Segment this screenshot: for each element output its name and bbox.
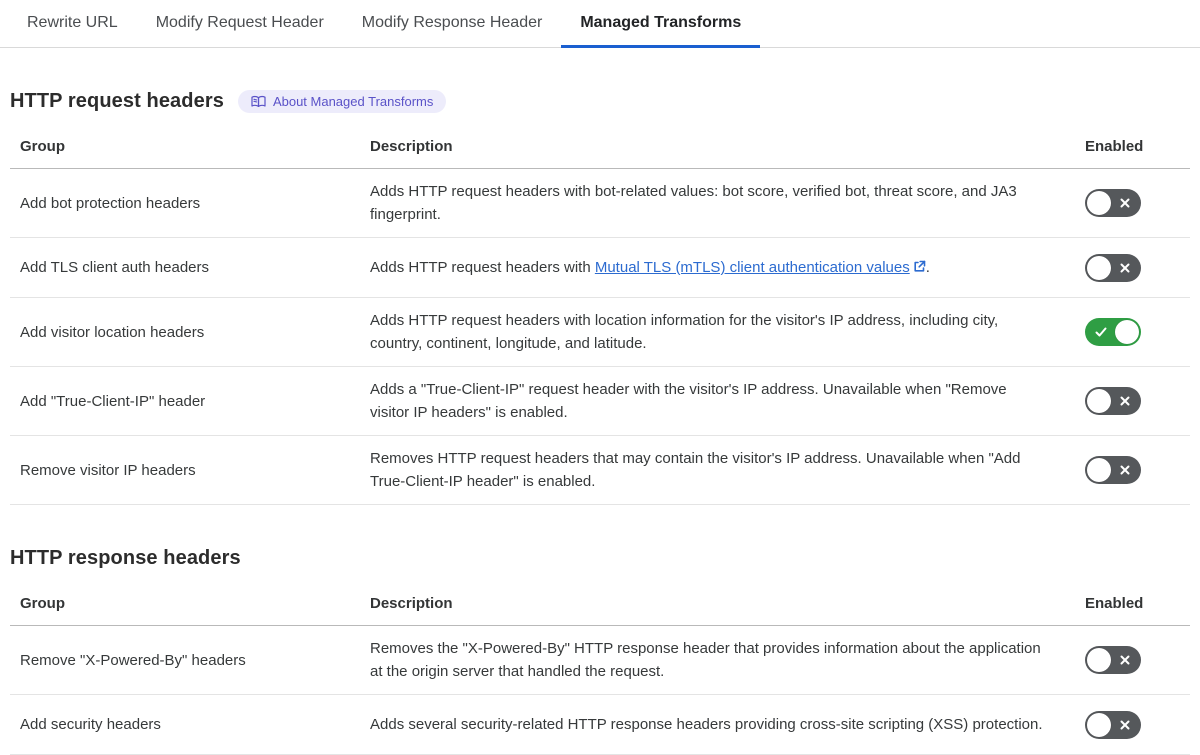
enabled-cell	[1075, 298, 1190, 367]
toggle-knob	[1087, 191, 1111, 215]
enabled-cell	[1075, 169, 1190, 238]
enabled-cell	[1075, 436, 1190, 505]
description-cell: Adds HTTP request headers with location information for the visitor's IP address, including city, country, continent, longitude, and latitude.	[360, 298, 1075, 367]
section-title: HTTP request headers	[10, 90, 224, 112]
group-cell: Add bot protection headers	[10, 169, 360, 238]
toggle-x-glyph	[1111, 463, 1139, 477]
description-cell: Adds several security-related HTTP response headers providing cross-site scripting (XSS) protection.	[360, 695, 1075, 755]
toggle-x-glyph	[1111, 653, 1139, 667]
description-cell	[360, 238, 1075, 298]
table-http-request-headers	[10, 125, 1190, 505]
enabled-cell	[1075, 238, 1190, 298]
table-row	[10, 238, 1190, 298]
group-cell: Remove "X-Powered-By" headers	[10, 626, 360, 695]
column-header-group: Group	[10, 125, 360, 169]
description-text: .	[925, 259, 930, 276]
description-cell: Removes HTTP request headers that may contain the visitor's IP address. Unavailable when "Add True-Client-IP header" is enabled.	[360, 436, 1075, 505]
description-text: Adds HTTP request headers with	[370, 259, 595, 276]
toggle-x-glyph	[1111, 718, 1139, 732]
x-icon	[1118, 196, 1132, 210]
tab-bar	[0, 0, 1200, 48]
check-icon	[1094, 325, 1108, 339]
tab-rewrite-url[interactable]: Rewrite URL	[8, 0, 137, 47]
column-header-description: Description	[360, 582, 1075, 626]
toggle-x-glyph	[1111, 261, 1139, 275]
link-label: Mutual TLS (mTLS) client authentication values	[594, 259, 910, 276]
group-cell: Add "True-Client-IP" header	[10, 367, 360, 436]
group-cell: Remove visitor IP headers	[10, 436, 360, 505]
column-header-description: Description	[360, 125, 1075, 169]
enabled-cell	[1075, 626, 1190, 695]
table-row	[10, 298, 1190, 367]
tab-modify-request-header[interactable]: Modify Request Header	[137, 0, 343, 47]
toggle-knob	[1087, 713, 1111, 737]
x-icon	[1118, 463, 1132, 477]
content	[0, 90, 1200, 755]
toggle-add-security-headers[interactable]	[1085, 711, 1141, 739]
column-header-enabled: Enabled	[1075, 125, 1190, 169]
x-icon	[1118, 718, 1132, 732]
badge-label: About Managed Transforms	[272, 94, 434, 109]
tab-modify-response-header[interactable]: Modify Response Header	[343, 0, 562, 47]
group-cell: Add security headers	[10, 695, 360, 755]
toggle-add-visitor-location-headers[interactable]	[1085, 318, 1141, 346]
x-icon	[1118, 261, 1132, 275]
section-title: HTTP response headers	[10, 547, 241, 569]
toggle-add-bot-protection-headers[interactable]	[1085, 189, 1141, 217]
table-row	[10, 695, 1190, 755]
toggle-knob	[1087, 458, 1111, 482]
toggle-x-glyph	[1111, 394, 1139, 408]
x-icon	[1118, 394, 1132, 408]
mutual-tls-mtls-cl-link[interactable]	[595, 259, 926, 276]
enabled-cell	[1075, 695, 1190, 755]
description-cell: Removes the "X-Powered-By" HTTP response header that provides information about the application at the origin server that handled the request.	[360, 626, 1075, 695]
table-row	[10, 367, 1190, 436]
external-link-icon	[913, 260, 926, 273]
section-head-http-request-headers	[10, 90, 1190, 113]
table-row	[10, 436, 1190, 505]
toggle-x-glyph	[1111, 196, 1139, 210]
about-managed-transforms-badge[interactable]	[238, 90, 446, 113]
toggle-knob	[1115, 320, 1139, 344]
toggle-knob	[1087, 256, 1111, 280]
description-cell: Adds a "True-Client-IP" request header with the visitor's IP address. Unavailable when "Remove visitor IP headers" is enabled.	[360, 367, 1075, 436]
group-cell: Add TLS client auth headers	[10, 238, 360, 298]
column-header-group: Group	[10, 582, 360, 626]
toggle-add-true-client-ip-header[interactable]	[1085, 387, 1141, 415]
toggle-knob	[1087, 648, 1111, 672]
toggle-remove-visitor-ip-headers[interactable]	[1085, 456, 1141, 484]
group-cell: Add visitor location headers	[10, 298, 360, 367]
toggle-knob	[1087, 389, 1111, 413]
toggle-check-glyph	[1087, 325, 1115, 339]
x-icon	[1118, 653, 1132, 667]
tab-managed-transforms[interactable]: Managed Transforms	[561, 0, 760, 47]
table-row	[10, 626, 1190, 695]
section-head-http-response-headers	[10, 547, 1190, 570]
table-row	[10, 169, 1190, 238]
toggle-remove-x-powered-by-headers[interactable]	[1085, 646, 1141, 674]
table-header-row	[10, 125, 1190, 169]
toggle-add-tls-client-auth-headers[interactable]	[1085, 254, 1141, 282]
book-icon	[251, 95, 266, 108]
table-header-row	[10, 582, 1190, 626]
column-header-enabled: Enabled	[1075, 582, 1190, 626]
enabled-cell	[1075, 367, 1190, 436]
description-cell: Adds HTTP request headers with bot-related values: bot score, verified bot, threat score, and JA3 fingerprint.	[360, 169, 1075, 238]
table-http-response-headers	[10, 582, 1190, 755]
